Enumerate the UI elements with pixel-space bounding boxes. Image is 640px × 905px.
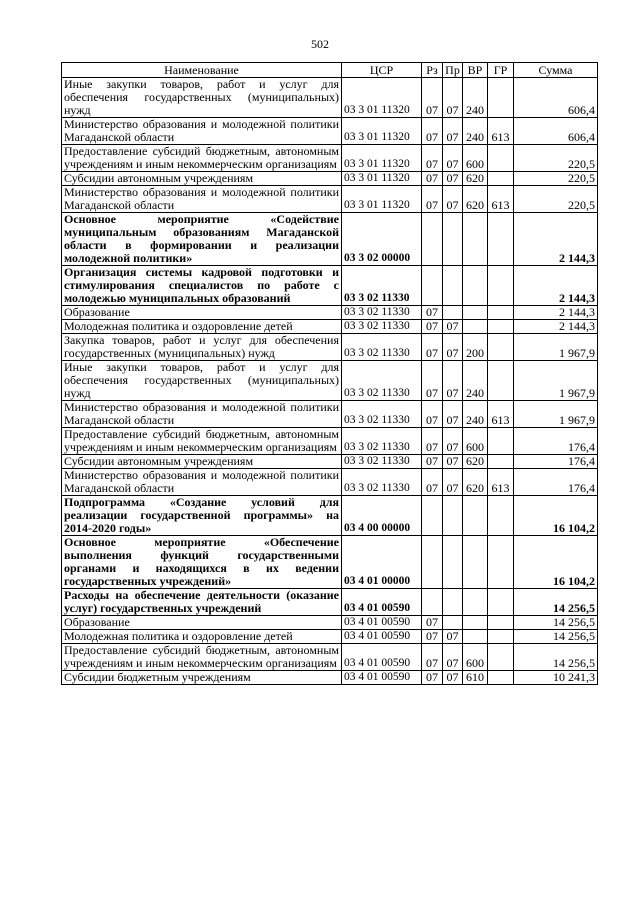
cell-csr: 03 3 01 11320: [342, 118, 422, 145]
cell-vr: 610: [463, 671, 488, 685]
cell-sum: 2 144,3: [514, 266, 598, 306]
cell-sum: 2 144,3: [514, 320, 598, 334]
cell-pr: 07: [443, 118, 463, 145]
cell-name: Подпрограмма «Создание условий для реализации государственной программы» на 2014-2020 годы»: [62, 496, 342, 536]
cell-rz: 07: [422, 616, 443, 630]
cell-vr: [463, 616, 488, 630]
cell-pr: [443, 306, 463, 320]
cell-gr: [488, 172, 514, 186]
cell-sum: 2 144,3: [514, 306, 598, 320]
cell-csr: 03 3 02 11330: [342, 306, 422, 320]
cell-rz: 07: [422, 320, 443, 334]
table-row: [62, 496, 598, 536]
cell-sum: 606,4: [514, 118, 598, 145]
cell-pr: 07: [443, 361, 463, 401]
cell-rz: 07: [422, 428, 443, 455]
cell-vr: 200: [463, 334, 488, 361]
header-vr: ВР: [463, 63, 488, 78]
cell-pr: 07: [443, 401, 463, 428]
cell-gr: [488, 644, 514, 671]
cell-rz: 07: [422, 186, 443, 213]
cell-pr: 07: [443, 630, 463, 644]
cell-rz: 07: [422, 361, 443, 401]
header-csr: ЦСР: [342, 63, 422, 78]
cell-rz: 07: [422, 630, 443, 644]
cell-pr: 07: [443, 644, 463, 671]
cell-gr: 613: [488, 186, 514, 213]
table-row: [62, 306, 598, 320]
cell-sum: 176,4: [514, 469, 598, 496]
budget-table: [61, 62, 598, 685]
cell-vr: [463, 266, 488, 306]
table-row: [62, 671, 598, 685]
cell-sum: 176,4: [514, 428, 598, 455]
cell-name: Основное мероприятие «Обеспечение выполнения функций государственными органами и находящихся в их ведении государственных учреждений»: [62, 536, 342, 589]
table-row: [62, 266, 598, 306]
cell-vr: [463, 320, 488, 334]
cell-csr: 03 4 00 00000: [342, 496, 422, 536]
table-row: [62, 334, 598, 361]
cell-pr: 07: [443, 320, 463, 334]
cell-vr: 240: [463, 118, 488, 145]
cell-vr: 240: [463, 401, 488, 428]
table-row: [62, 644, 598, 671]
cell-name: Иные закупки товаров, работ и услуг для обеспечения государственных (муниципальных) нужд: [62, 361, 342, 401]
cell-vr: [463, 589, 488, 616]
cell-sum: 1 967,9: [514, 401, 598, 428]
cell-pr: 07: [443, 469, 463, 496]
cell-sum: 14 256,5: [514, 630, 598, 644]
table-row: [62, 118, 598, 145]
cell-vr: 620: [463, 469, 488, 496]
cell-name: Предоставление субсидий бюджетным, автономным учреждениям и иным некоммерческим организациям: [62, 428, 342, 455]
header-pr: Пр: [443, 63, 463, 78]
cell-gr: [488, 589, 514, 616]
cell-rz: [422, 496, 443, 536]
cell-rz: 07: [422, 118, 443, 145]
cell-rz: [422, 536, 443, 589]
cell-name: Образование: [62, 616, 342, 630]
cell-pr: [443, 589, 463, 616]
cell-gr: 613: [488, 401, 514, 428]
header-sum: Сумма: [514, 63, 598, 78]
cell-gr: [488, 536, 514, 589]
cell-rz: [422, 589, 443, 616]
table-row: [62, 401, 598, 428]
page-number: 502: [311, 37, 329, 51]
cell-vr: 240: [463, 78, 488, 118]
table-row: [62, 78, 598, 118]
header-gr: ГР: [488, 63, 514, 78]
cell-rz: 07: [422, 78, 443, 118]
cell-csr: 03 4 01 00590: [342, 630, 422, 644]
cell-name: Закупка товаров, работ и услуг для обеспечения государственных (муниципальных) нужд: [62, 334, 342, 361]
cell-rz: 07: [422, 334, 443, 361]
cell-rz: 07: [422, 172, 443, 186]
cell-gr: 613: [488, 118, 514, 145]
cell-name: Министерство образования и молодежной политики Магаданской области: [62, 186, 342, 213]
cell-csr: 03 3 01 11320: [342, 186, 422, 213]
cell-name: Молодежная политика и оздоровление детей: [62, 320, 342, 334]
cell-pr: 07: [443, 334, 463, 361]
cell-csr: 03 4 01 00590: [342, 644, 422, 671]
cell-pr: 07: [443, 186, 463, 213]
cell-gr: [488, 616, 514, 630]
cell-gr: [488, 455, 514, 469]
cell-name: Предоставление субсидий бюджетным, автономным учреждениям и иным некоммерческим организациям: [62, 145, 342, 172]
cell-sum: 16 104,2: [514, 496, 598, 536]
cell-rz: 07: [422, 644, 443, 671]
cell-gr: [488, 145, 514, 172]
cell-sum: 16 104,2: [514, 536, 598, 589]
cell-csr: 03 3 01 11320: [342, 145, 422, 172]
cell-vr: 600: [463, 644, 488, 671]
cell-pr: [443, 266, 463, 306]
cell-csr: 03 3 02 11330: [342, 455, 422, 469]
cell-vr: 620: [463, 186, 488, 213]
cell-csr: 03 3 02 11330: [342, 361, 422, 401]
cell-gr: [488, 671, 514, 685]
cell-csr: 03 3 02 11330: [342, 401, 422, 428]
cell-csr: 03 3 02 11330: [342, 320, 422, 334]
cell-vr: 620: [463, 455, 488, 469]
cell-pr: [443, 213, 463, 266]
cell-csr: 03 3 02 11330: [342, 266, 422, 306]
table-row: [62, 428, 598, 455]
cell-csr: 03 3 02 11330: [342, 334, 422, 361]
cell-pr: 07: [443, 455, 463, 469]
table-row: [62, 616, 598, 630]
table-row: [62, 145, 598, 172]
table-row: [62, 630, 598, 644]
cell-csr: 03 4 01 00590: [342, 671, 422, 685]
cell-rz: 07: [422, 145, 443, 172]
cell-sum: 2 144,3: [514, 213, 598, 266]
cell-vr: [463, 306, 488, 320]
cell-sum: 14 256,5: [514, 589, 598, 616]
cell-gr: 613: [488, 469, 514, 496]
cell-rz: 07: [422, 401, 443, 428]
cell-gr: [488, 306, 514, 320]
table-row: [62, 455, 598, 469]
cell-vr: 600: [463, 428, 488, 455]
table-body: [62, 78, 598, 685]
cell-vr: [463, 536, 488, 589]
cell-rz: 07: [422, 671, 443, 685]
table-row: [62, 589, 598, 616]
cell-vr: [463, 213, 488, 266]
header-rz: Рз: [422, 63, 443, 78]
table-row: [62, 320, 598, 334]
cell-name: Министерство образования и молодежной политики Магаданской области: [62, 469, 342, 496]
cell-name: Министерство образования и молодежной политики Магаданской области: [62, 401, 342, 428]
cell-sum: 14 256,5: [514, 644, 598, 671]
cell-gr: [488, 213, 514, 266]
table-row: [62, 361, 598, 401]
table-row: [62, 469, 598, 496]
cell-pr: 07: [443, 145, 463, 172]
cell-vr: 620: [463, 172, 488, 186]
cell-rz: 07: [422, 455, 443, 469]
cell-vr: [463, 630, 488, 644]
cell-sum: 220,5: [514, 145, 598, 172]
cell-vr: 600: [463, 145, 488, 172]
cell-gr: [488, 361, 514, 401]
cell-name: Иные закупки товаров, работ и услуг для обеспечения государственных (муниципальных) нужд: [62, 78, 342, 118]
cell-csr: 03 3 02 11330: [342, 428, 422, 455]
table-row: [62, 213, 598, 266]
cell-rz: [422, 213, 443, 266]
cell-gr: [488, 266, 514, 306]
cell-pr: 07: [443, 428, 463, 455]
cell-pr: [443, 536, 463, 589]
cell-gr: [488, 428, 514, 455]
cell-name: Основное мероприятие «Содействие муниципальным образованиям Магаданской области в формировании и реализации молодежной политики»: [62, 213, 342, 266]
cell-gr: [488, 334, 514, 361]
cell-csr: 03 3 02 00000: [342, 213, 422, 266]
cell-csr: 03 3 01 11320: [342, 78, 422, 118]
cell-name: Расходы на обеспечение деятельности (оказание услуг) государственных учреждений: [62, 589, 342, 616]
cell-csr: 03 3 02 11330: [342, 469, 422, 496]
table-row: [62, 536, 598, 589]
cell-pr: [443, 616, 463, 630]
cell-vr: [463, 496, 488, 536]
cell-rz: 07: [422, 469, 443, 496]
cell-sum: 220,5: [514, 186, 598, 213]
cell-sum: 606,4: [514, 78, 598, 118]
cell-gr: [488, 496, 514, 536]
cell-rz: [422, 266, 443, 306]
cell-name: Образование: [62, 306, 342, 320]
cell-sum: 220,5: [514, 172, 598, 186]
cell-name: Молодежная политика и оздоровление детей: [62, 630, 342, 644]
table-row: [62, 172, 598, 186]
cell-pr: [443, 496, 463, 536]
cell-name: Предоставление субсидий бюджетным, автономным учреждениям и иным некоммерческим организациям: [62, 644, 342, 671]
cell-sum: 14 256,5: [514, 616, 598, 630]
cell-csr: 03 4 01 00590: [342, 589, 422, 616]
cell-pr: 07: [443, 172, 463, 186]
cell-name: Организация системы кадровой подготовки и стимулирования специалистов по работе с молодежью муниципальных образований: [62, 266, 342, 306]
cell-name: Субсидии бюджетным учреждениям: [62, 671, 342, 685]
cell-pr: 07: [443, 78, 463, 118]
cell-rz: 07: [422, 306, 443, 320]
table-row: [62, 186, 598, 213]
cell-gr: [488, 630, 514, 644]
cell-vr: 240: [463, 361, 488, 401]
cell-name: Субсидии автономным учреждениям: [62, 172, 342, 186]
cell-csr: 03 4 01 00590: [342, 616, 422, 630]
cell-name: Субсидии автономным учреждениям: [62, 455, 342, 469]
cell-sum: 176,4: [514, 455, 598, 469]
cell-sum: 1 967,9: [514, 334, 598, 361]
cell-pr: 07: [443, 671, 463, 685]
cell-csr: 03 4 01 00000: [342, 536, 422, 589]
header-name: Наименование: [62, 63, 342, 78]
cell-sum: 1 967,9: [514, 361, 598, 401]
table-header: [62, 63, 598, 78]
cell-gr: [488, 320, 514, 334]
cell-name: Министерство образования и молодежной политики Магаданской области: [62, 118, 342, 145]
cell-csr: 03 3 01 11320: [342, 172, 422, 186]
cell-gr: [488, 78, 514, 118]
cell-sum: 10 241,3: [514, 671, 598, 685]
